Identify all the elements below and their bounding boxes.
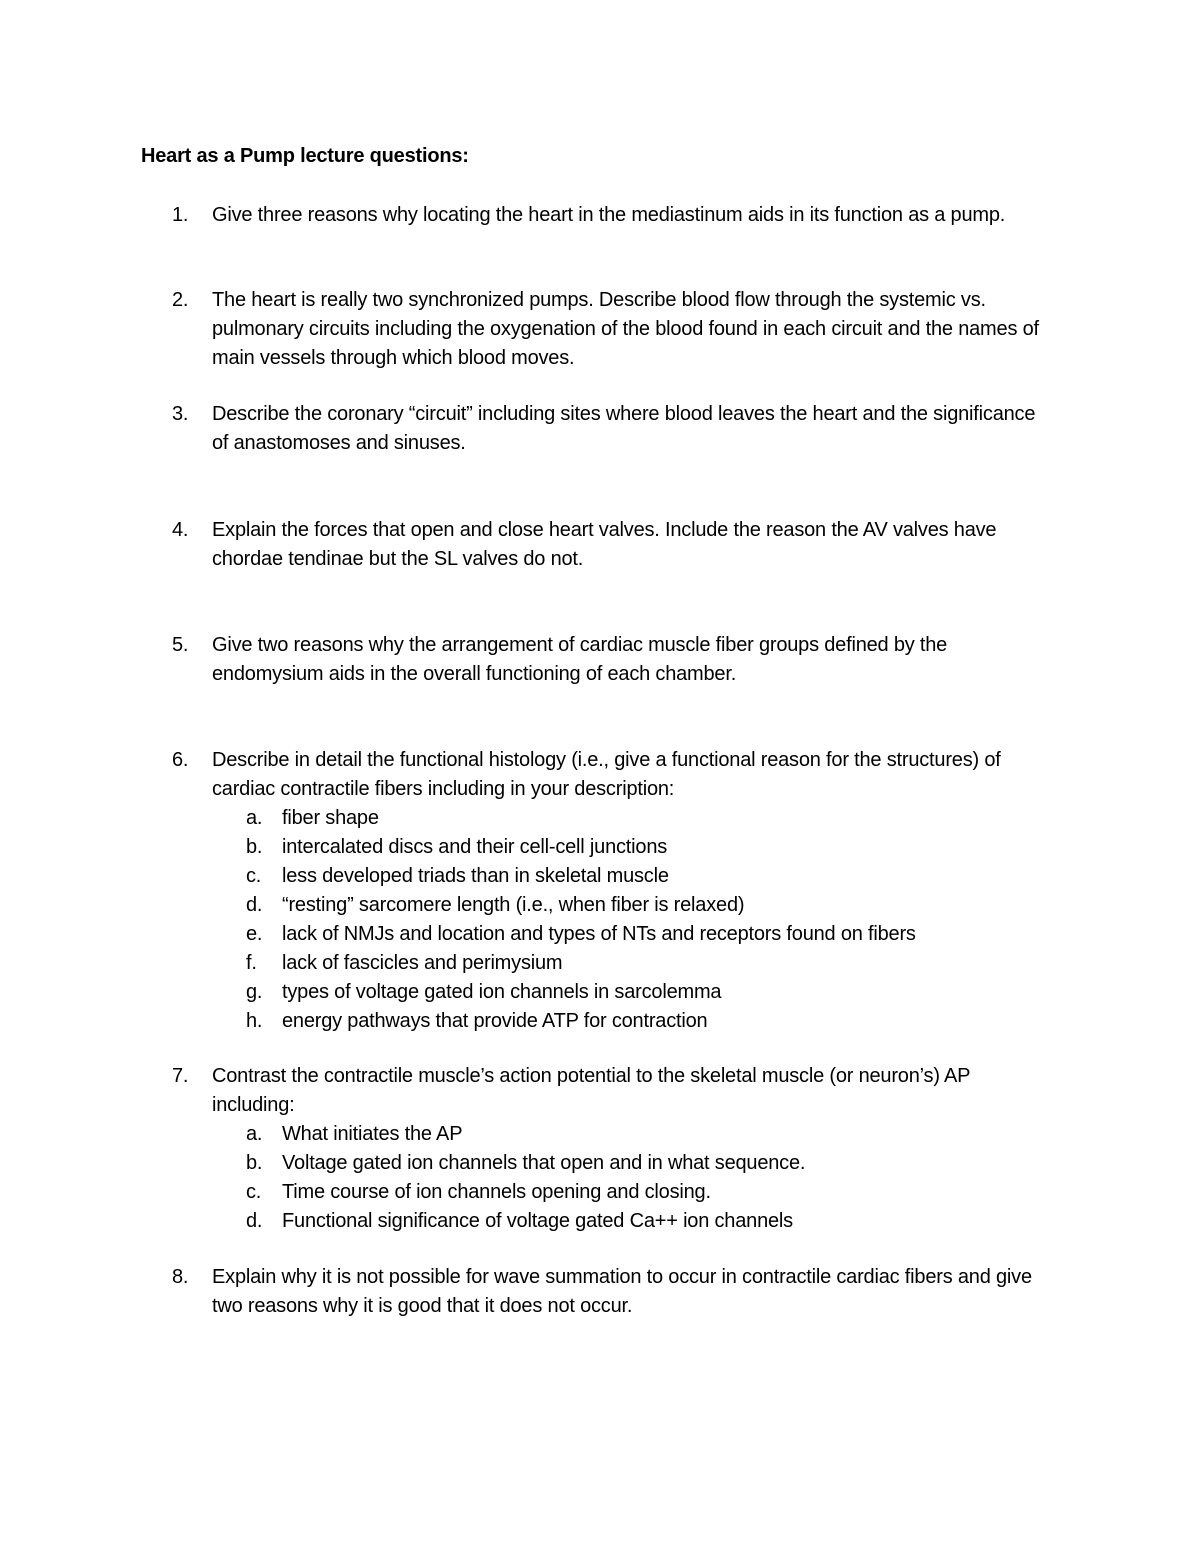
sub-item-text: Functional significance of voltage gated Ca++ ion channels: [282, 1210, 793, 1232]
question-2: [172, 286, 1052, 373]
question-number: 3.: [172, 403, 189, 425]
sub-item-letter: g.: [246, 981, 263, 1003]
sub-item-letter: c.: [246, 1181, 262, 1203]
question-number: 7.: [172, 1065, 189, 1087]
sub-item: [212, 804, 1052, 833]
question-number: 4.: [172, 519, 189, 541]
sub-item-text: less developed triads than in skeletal muscle: [282, 865, 669, 887]
question-text: Explain the forces that open and close heart valves. Include the reason the AV valves have chordae tendinae but the SL valves do not.: [212, 519, 997, 570]
sub-item-text: lack of NMJs and location and types of NTs and receptors found on fibers: [282, 923, 916, 945]
question-text: Give two reasons why the arrangement of cardiac muscle fiber groups defined by the endomysium aids in the overall functioning of each chamber.: [212, 634, 948, 685]
sub-item: [212, 833, 1052, 862]
sub-item-letter: a.: [246, 1123, 263, 1145]
question-8: [172, 1263, 1052, 1321]
sub-item-text: What initiates the AP: [282, 1123, 463, 1145]
sub-item-letter: h.: [246, 1010, 263, 1032]
sub-item: [212, 1120, 1052, 1149]
sub-item-text: lack of fascicles and perimysium: [282, 952, 563, 974]
question-number: 8.: [172, 1266, 189, 1288]
question-7: [172, 1062, 1052, 1236]
sub-item: [212, 1207, 1052, 1236]
question-1: [172, 201, 1052, 230]
question-5: [172, 631, 1052, 689]
sub-item-text: “resting” sarcomere length (i.e., when fiber is relaxed): [282, 894, 745, 916]
sub-item-letter: a.: [246, 807, 263, 829]
question-4: [172, 516, 1052, 574]
sub-item-text: energy pathways that provide ATP for contraction: [282, 1010, 708, 1032]
sub-item: [212, 949, 1052, 978]
question-text: The heart is really two synchronized pumps. Describe blood flow through the systemic vs. pulmonary circuits including the oxygenation of the blood found in each circuit and the names of main vessels through which blood moves.: [212, 289, 1039, 369]
sub-item: [212, 891, 1052, 920]
sub-item-letter: f.: [246, 952, 257, 974]
sub-item: [212, 1149, 1052, 1178]
sub-item: [212, 920, 1052, 949]
sub-item-text: intercalated discs and their cell-cell junctions: [282, 836, 668, 858]
question-text: Give three reasons why locating the heart in the mediastinum aids in its function as a pump.: [212, 204, 1006, 226]
sub-item-text: Time course of ion channels opening and closing.: [282, 1181, 711, 1203]
question-text: Describe in detail the functional histology (i.e., give a functional reason for the structures) of cardiac contractile fibers including in your description:: [212, 749, 1001, 800]
sub-item-letter: d.: [246, 894, 263, 916]
sub-item-letter: c.: [246, 865, 262, 887]
sub-item-letter: e.: [246, 923, 263, 945]
question-text: Describe the coronary “circuit” including sites where blood leaves the heart and the significance of anastomoses and sinuses.: [212, 403, 1036, 454]
question-6: [172, 746, 1052, 1036]
sub-item-letter: d.: [246, 1210, 263, 1232]
question-number: 2.: [172, 289, 189, 311]
sub-item: [212, 862, 1052, 891]
document-title: Heart as a Pump lecture questions:: [141, 145, 469, 167]
sub-item-letter: b.: [246, 836, 263, 858]
question-number: 6.: [172, 749, 189, 771]
sub-item-text: fiber shape: [282, 807, 379, 829]
sub-item-text: types of voltage gated ion channels in sarcolemma: [282, 981, 722, 1003]
question-number: 1.: [172, 204, 189, 226]
sub-item: [212, 1007, 1052, 1036]
question-number: 5.: [172, 634, 189, 656]
question-text: Explain why it is not possible for wave summation to occur in contractile cardiac fibers and give two reasons why it is good that it does not occur.: [212, 1266, 1032, 1317]
question-3: [172, 400, 1052, 458]
sub-item-text: Voltage gated ion channels that open and in what sequence.: [282, 1152, 806, 1174]
question-text: Contrast the contractile muscle’s action potential to the skeletal muscle (or neuron’s) AP including:: [212, 1065, 970, 1116]
sub-item-letter: b.: [246, 1152, 263, 1174]
sub-item: [212, 1178, 1052, 1207]
sub-item: [212, 978, 1052, 1007]
